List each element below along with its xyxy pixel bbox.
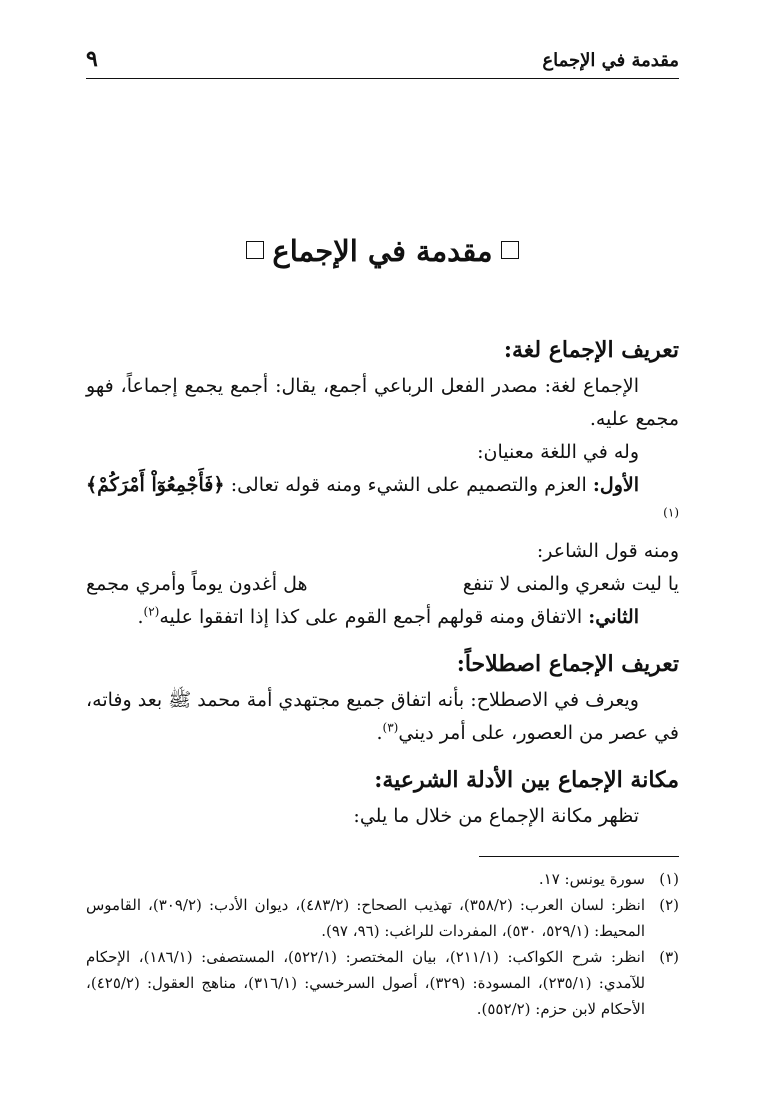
square-ornament-icon (246, 241, 264, 259)
running-header (86, 44, 679, 79)
footnote-number: (٢) (659, 896, 679, 914)
paragraph-technical-definition (86, 684, 679, 750)
footnote-separator (479, 856, 679, 857)
footnote-ref-3[interactable]: (٣) (382, 720, 399, 735)
footnote-1 (86, 866, 679, 892)
verse-second-hemistich: هل أغدون يوماً وأمري مجمع (86, 573, 308, 595)
running-title: مقدمة في الإجماع (542, 50, 679, 71)
section-heading-linguistic: تعريف الإجماع لغة: (503, 337, 679, 363)
footnote-text: انظر: شرح الكواكب: (٢١١/١)، بيان المختصر: (٥٢٢/١)، المستصفى: (١٨٦/١)، الإحكام للآمدي: (٢٣٥/١)، المسودة: (٣٢٩)، أصول السرخسي: (٣١٦/١)، مناهج العقول: (٤٢٥/٢)، الأحكام لابن حزم: (٥٥٢/٢). (86, 948, 646, 1018)
footnote-3 (86, 944, 679, 1022)
chapter-title-text: مقدمة في الإجماع (272, 234, 493, 268)
quran-quote: ﴿فَأَجْمِعُوٓاْ أَمْرَكُمْ﴾ (86, 474, 225, 496)
square-ornament-icon (501, 241, 519, 259)
first-meaning-label: الأول: (592, 474, 640, 496)
paragraph-second-meaning (86, 601, 679, 634)
poetry-verse (86, 568, 679, 601)
paragraph-two-meanings: وله في اللغة معنيان: (477, 441, 639, 463)
footnote-2 (86, 892, 679, 944)
paragraph-status-intro: تظهر مكانة الإجماع من خلال ما يلي: (353, 805, 639, 827)
technical-definition-text: ويعرف في الاصطلاح: بأنه اتفاق جميع مجتهدي أمة محمد ﷺ بعد وفاته، في عصر من العصور، على أمر ديني (86, 689, 679, 744)
main-text (86, 330, 679, 833)
footnote-number: (١) (659, 870, 679, 888)
paragraph-poet-intro: ومنه قول الشاعر: (536, 540, 679, 562)
section-heading-technical: تعريف الإجماع اصطلاحاً: (456, 651, 679, 677)
chapter-title (86, 234, 679, 268)
paragraph-first-meaning (86, 469, 679, 535)
footnote-text: سورة يونس: ١٧. (538, 870, 645, 888)
footnote-text: انظر: لسان العرب: (٣٥٨/٢)، تهذيب الصحاح: (٤٨٣/٢)، ديوان الأدب: (٣٠٩/٢)، القاموس المحيط: (٥٢٩/١، ٥٣٠)، المفردات للراغب: (٩٦، ٩٧). (86, 896, 645, 940)
paragraph-linguistic-definition: الإجماع لغة: مصدر الفعل الرباعي أجمع، يقال: أجمع يجمع إجماعاً، فهو مجمع عليه. (86, 375, 679, 430)
second-meaning-end: . (137, 606, 144, 628)
footnotes (86, 866, 679, 1022)
page-number: ٩ (86, 46, 98, 72)
verse-first-hemistich: يا ليت شعري والمنى لا تنفع (462, 573, 679, 595)
footnote-number: (٣) (659, 948, 679, 966)
second-meaning-label: الثاني: (588, 606, 639, 628)
second-meaning-text: الاتفاق ومنه قولهم أجمع القوم على كذا إذا اتفقوا عليه (159, 606, 589, 628)
section-heading-status: مكانة الإجماع بين الأدلة الشرعية: (374, 767, 679, 793)
footnote-ref-2[interactable]: (٢) (143, 604, 160, 619)
footnote-ref-1[interactable]: (١) (663, 505, 679, 520)
technical-definition-end: . (376, 722, 383, 744)
first-meaning-text: العزم والتصميم على الشيء ومنه قوله تعالى: (224, 474, 593, 496)
